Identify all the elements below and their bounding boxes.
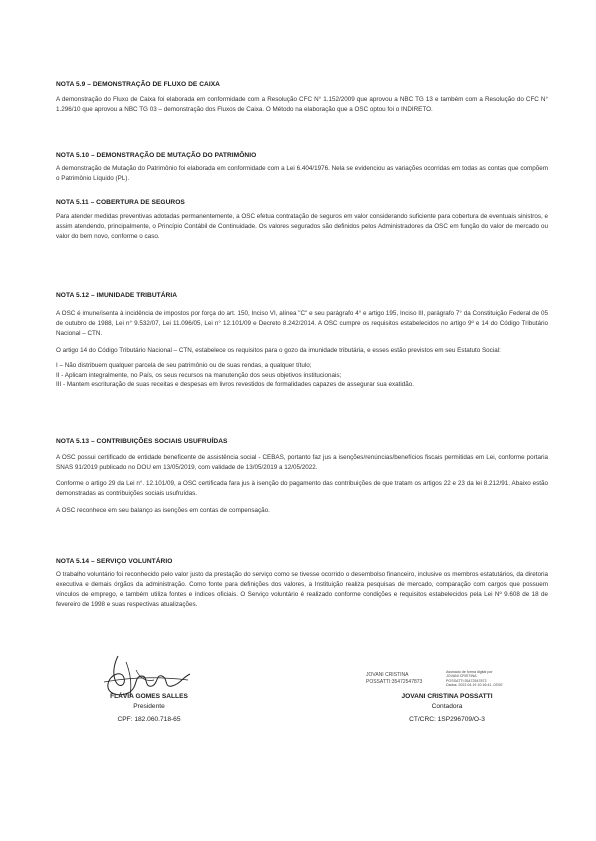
- section-mutacao-patrimonio: [56, 151, 548, 184]
- section-paragraph: Para atender medidas preventivas adotadas permanentemente, a OSC efetua contratação de seguros em valor considerando suficiente para cobertura de eventuais sinistros, e assim atendendo, principalmente, o Princípio Contábil de Continuidade. Os valores segurados são definidos pelos Administradores da OSC em função do valor de mercado ou valor do bem novo, conforme o caso.: [56, 213, 548, 240]
- signature-block-president: [74, 693, 224, 723]
- list-item: I – Não distribuem qualquer parcela de seu patrimônio ou de suas rendas, a qualquer título;: [56, 362, 312, 369]
- list-item: II - Aplicam integralmente, no País, os seus recursos na manutenção dos seus objetivos institucionais;: [56, 371, 342, 379]
- section-title: NOTA 5.11 – COBERTURA DE SEGUROS: [56, 199, 185, 206]
- digital-signature-stamp: [366, 672, 446, 685]
- signer-name: FLÁVIA GOMES SALLES: [110, 693, 188, 700]
- signer-role: Contadora: [431, 703, 463, 710]
- section-title: NOTA 5.12 – IMUNIDADE TRIBUTÁRIA: [56, 292, 178, 299]
- stamp-detail: JOVANI CRISTINA: [446, 674, 477, 679]
- section-paragraph: Conforme o artigo 29 da Lei n°. 12.101/09, a OSC certificada fara jus à isenção do pagamento das contribuições de que tratam os artigos 22 e 23 da lei 8.212/91. Abaixo estão demonstradas as contribuições sociais usufruídas.: [56, 480, 548, 497]
- section-paragraph: A demonstração do Fluxo de Caixa foi elaborada em conformidade com a Resolução CFC N° 1.152/2009 que aprovou a NBC TG 13 e também com a Resolução do CFC N° 1.296/10 que aprovou a NBC TG 03 – demonstração dos Fluxos de Caixa. O Método na elaboração que a OSC optou foi o INDIRETO.: [56, 96, 548, 113]
- section-title: NOTA 5.13 – CONTRIBUIÇÕES SOCIAIS USUFRUÍDAS: [56, 438, 228, 445]
- section-cobertura-seguros: [56, 198, 548, 242]
- signer-document: CPF: 182.060.718-65: [117, 716, 181, 723]
- section-title: NOTA 5.10 – DEMONSTRAÇÃO DE MUTAÇÃO DO PATRIMÔNIO: [56, 152, 257, 159]
- section-servico-voluntario: [56, 557, 548, 610]
- list-item: III - Mantem escrituração de suas receitas e despesas em livros revestidos de formalidades capazes de assegurar sua exatidão.: [56, 381, 415, 388]
- section-paragraph: O trabalho voluntário foi reconhecido pelo valor justo da prestação do serviço como se tivesse ocorrido o desembolso financeiro, inclusive os membros estatutários, da diretoria executiva e demais órgãos da administração. Como fonte para definições dos valores, a Instituição realiza pesquisas de mercado, comparação com cargos que possuem vínculos de emprego, e também utiliza fontes e índices oficiais. O Serviço voluntário é realizado conforme condições e requisitos estabelecidos pela Lei Nº 9.608 de 18 de fevereiro de 1998 e suas respectivas atualizações.: [56, 571, 548, 608]
- signer-document: CT/CRC: 1SP296709/O-3: [409, 716, 485, 723]
- stamp-detail: POSSATTI:35472547873: [446, 678, 487, 683]
- section-title: NOTA 5.14 – SERVIÇO VOLUNTÁRIO: [56, 558, 173, 565]
- section-title: NOTA 5.9 – DEMONSTRAÇÃO DE FLUXO DE CAIXA: [56, 81, 220, 88]
- section-paragraph: A demonstração de Mutação do Patrimônio foi elaborada em conformidade com a Lei 6.404/1976. Nela se evidenciou as variações ocorridas em todas as contas que compõem o Patrimônio Líquido (PL).: [56, 165, 548, 182]
- section-paragraph: A OSC é imune/isenta à incidência de impostos por força do art. 150, Inciso VI, alínea "C" e seu parágrafo 4° e artigo 195, Inciso III, parágrafo 7° da Constituição Federal de 05 de outubro de 1988, Lei n° 9.532/07, Lei 11.096/05, Lei n° 12.101/09 e Decreto 8.242/2014. A OSC cumpre os requisitos estabelecidos no artigo 9º e 14 do Código Tributário Nacional – CTN.: [56, 310, 548, 337]
- section-paragraph: A OSC reconhece em seu balanço as isenções em contas de compensação.: [56, 507, 270, 514]
- section-paragraph: A OSC possui certificado de entidade beneficente de assistência social - CEBAS, portanto faz jus a isenções/renúncias/benefícios fiscais permitidas em Lei, conforme portaria SNAS 91/2019 publicado no DOU em 13/05/2019, com validade de 13/05/2019 a 12/05/2022.: [56, 454, 548, 471]
- signature-block-accountant: [362, 693, 532, 723]
- stamp-id: POSSATTI:35472547873: [366, 678, 423, 685]
- stamp-detail: Dados: 2022.04.19 10:16:41 -03'00': [446, 683, 503, 688]
- signer-role: Presidente: [133, 703, 165, 710]
- stamp-name: JOVANI CRISTINA: [366, 672, 409, 678]
- digital-signature-details: [446, 670, 536, 688]
- section-imunidade-tributaria: [56, 291, 548, 390]
- section-fluxo-caixa: [56, 80, 548, 115]
- stamp-detail: Assinado de forma digital por: [446, 670, 493, 674]
- section-contribuicoes-sociais: [56, 437, 548, 516]
- signer-name: JOVANI CRISTINA POSSATTI: [401, 693, 493, 700]
- section-paragraph: O artigo 14 do Código Tributário Nacional – CTN, estabelece os requisitos para o gozo da imunidade tributária, e esses estão previstos em seu Estatuto Social:: [56, 347, 501, 354]
